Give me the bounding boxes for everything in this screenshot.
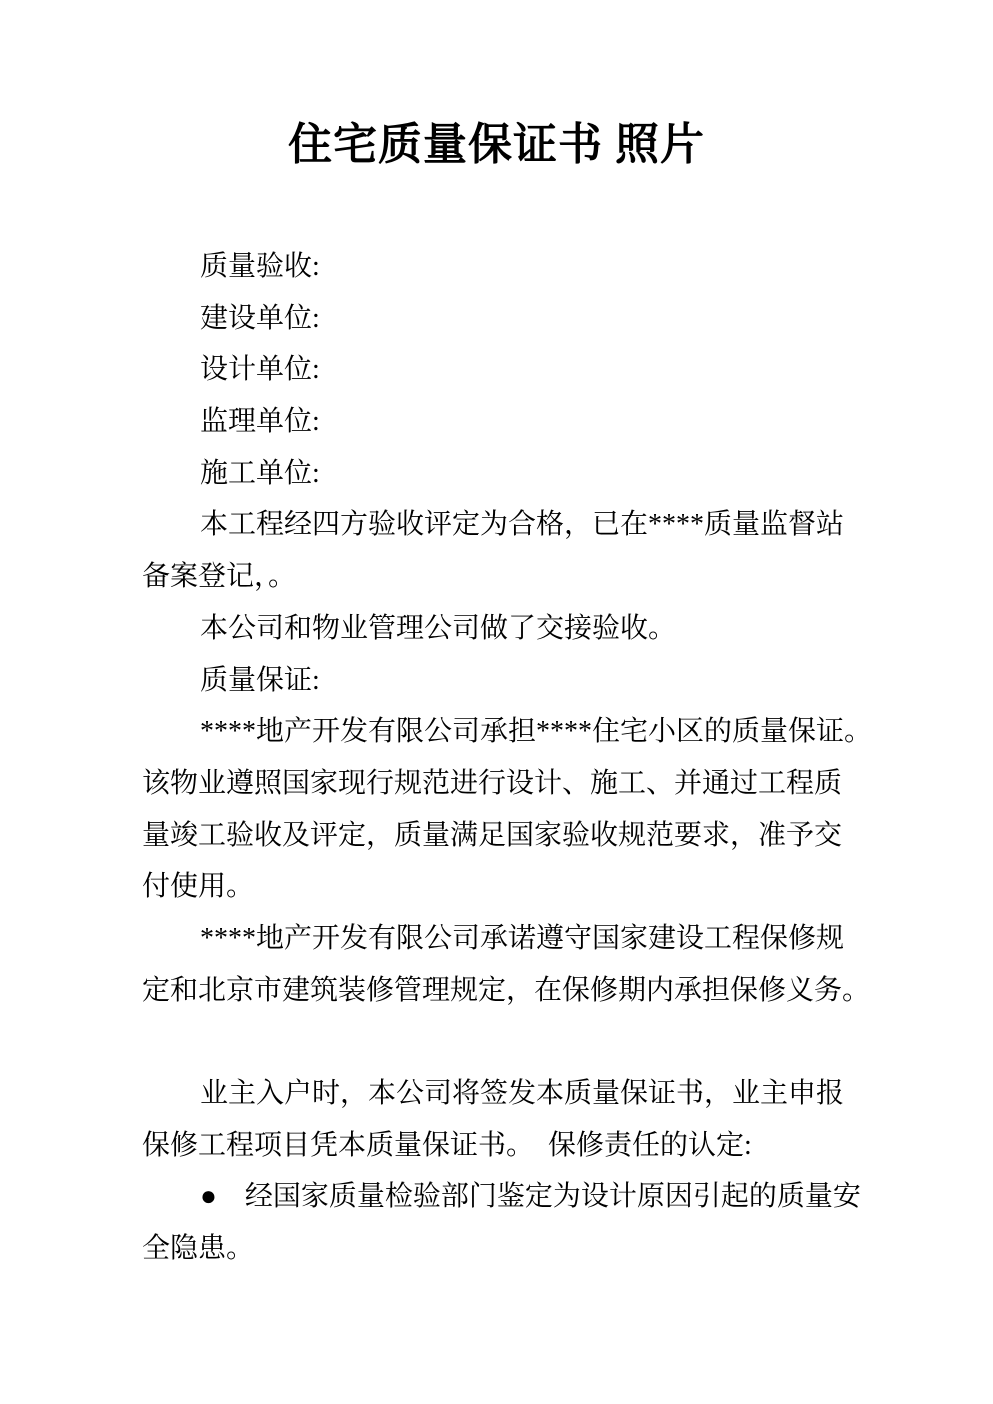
para-acceptance-line-2: 备案登记，。 bbox=[142, 561, 297, 593]
para-guarantee-line-4: 付使用。 bbox=[142, 871, 255, 903]
field-line-quality-guarantee: 质量保证: bbox=[200, 664, 320, 696]
para-handover-line: 本公司和物业管理公司做了交接验收。 bbox=[200, 612, 677, 644]
document-title: 住宅质量保证书 照片 bbox=[288, 120, 705, 169]
blank-line bbox=[142, 1016, 854, 1068]
para-acceptance-line-1: 本工程经四方验收评定为合格，已在****质量监督站 bbox=[200, 509, 845, 541]
field-line-development-unit: 建设单位: bbox=[200, 302, 320, 334]
field-line-quality-acceptance: 质量验收: bbox=[200, 251, 320, 282]
field-line-construction-unit: 施工单位: bbox=[200, 457, 320, 489]
para-warranty-line-1: ****地产开发有限公司承诺遵守国家建设工程保修规 bbox=[200, 922, 845, 954]
bullet-item-line-2: 全隐患。 bbox=[142, 1233, 255, 1265]
field-line-design-unit: 设计单位: bbox=[200, 354, 320, 386]
field-line-supervision-unit: 监理单位: bbox=[200, 406, 320, 438]
para-guarantee-line-2: 该物业遵照国家现行规范进行设计、施工、并通过工程质 bbox=[142, 767, 843, 799]
para-guarantee-line-3: 量竣工验收及评定，质量满足国家验收规范要求，准予交 bbox=[142, 819, 843, 851]
bullet-item-line-1: ● 经国家质量检验部门鉴定为设计原因引起的质量安 bbox=[200, 1181, 861, 1213]
document-body bbox=[142, 241, 873, 1275]
para-owner-line-2: 保修工程项目凭本质量保证书。 保修责任的认定: bbox=[142, 1129, 752, 1161]
para-warranty-line-2: 定和北京市建筑装修管理规定，在保修期内承担保修义务。 bbox=[142, 974, 871, 1006]
para-guarantee-line-1: ****地产开发有限公司承担****住宅小区的质量保证。 bbox=[200, 716, 873, 748]
para-owner-line-1: 业主入户时，本公司将签发本质量保证书，业主申报 bbox=[200, 1078, 845, 1109]
